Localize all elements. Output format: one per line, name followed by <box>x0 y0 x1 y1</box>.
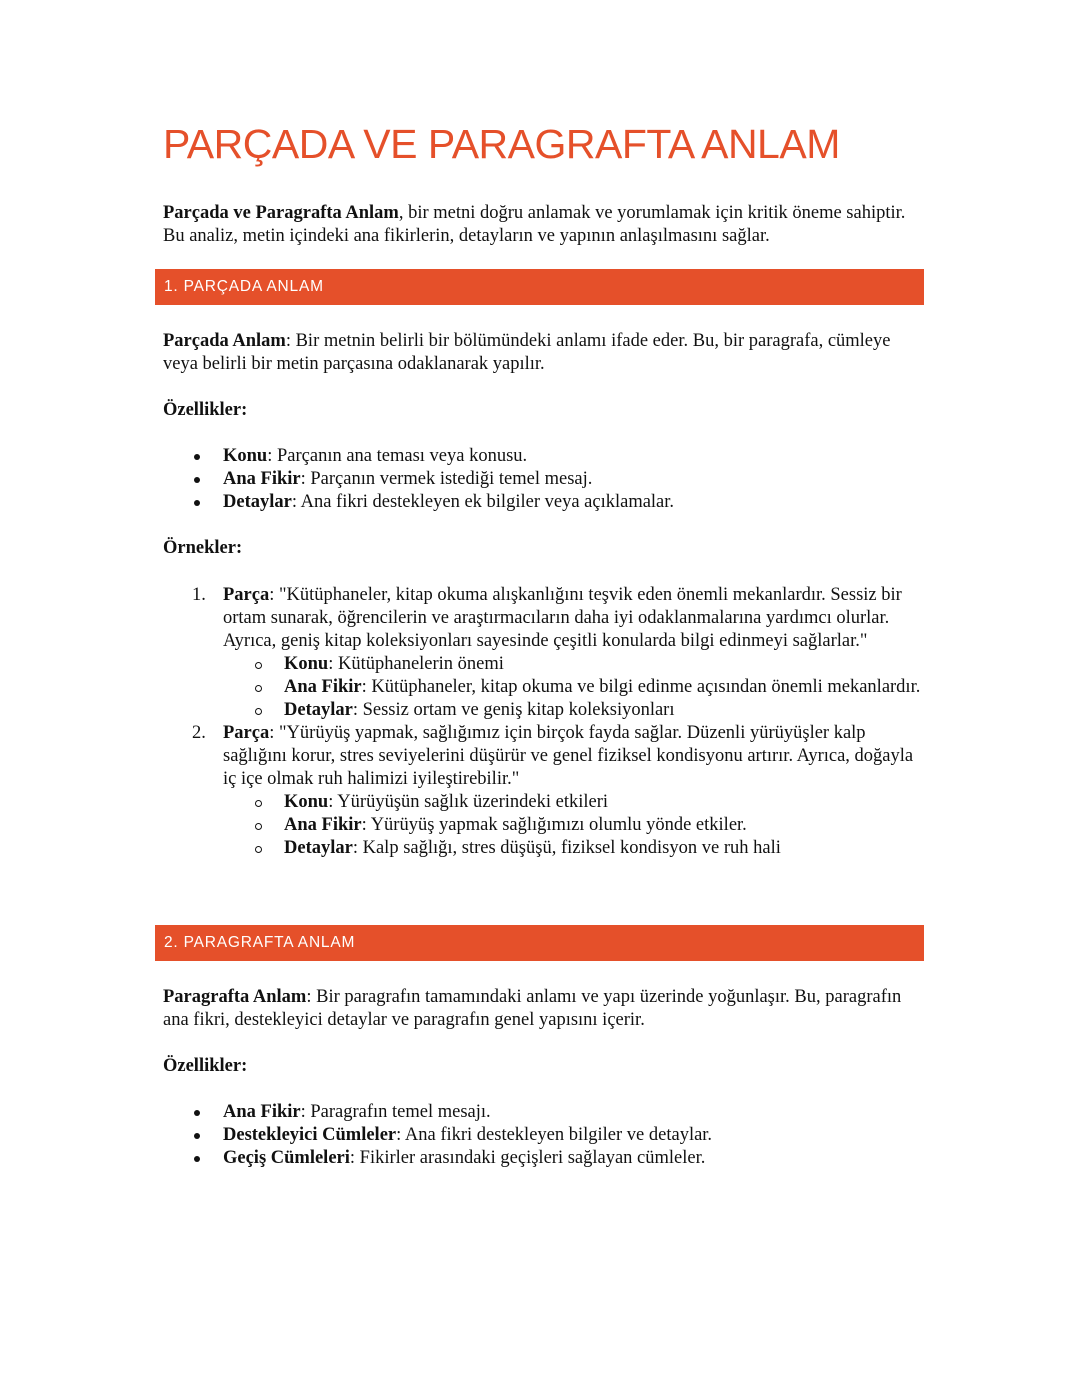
list-item <box>163 491 923 514</box>
intro-bold: Parçada ve Paragrafta Anlam <box>163 203 399 223</box>
section-2-definition-bold: Paragrafta Anlam <box>163 987 307 1007</box>
circle-bullet-icon <box>255 800 262 807</box>
list-item <box>223 653 923 676</box>
example-item <box>163 584 923 722</box>
section-2-definition <box>163 986 923 1032</box>
example-text: : "Yürüyüş yapmak, sağlığımız için birçok fayda sağlar. Düzenli yürüyüşler kalp sağlığını korur, stres seviyelerini düşürür ve genel fiziksel kondisyonu artırır. Ayrıca, doğayla iç içe olmak ruh halimizi iyileştirebilir." <box>223 723 914 789</box>
bullet-icon <box>194 1156 200 1162</box>
section-2-header: 2. PARAGRAFTA ANLAM <box>155 925 924 961</box>
list-item <box>223 837 923 860</box>
bullet-icon <box>194 1110 200 1116</box>
example-sub-list <box>223 653 923 722</box>
list-item <box>163 1124 923 1147</box>
sub-text: : Kütüphaneler, kitap okuma ve bilgi edinme açısından önemli mekanlardır. <box>361 677 921 697</box>
example-number: 1. <box>192 585 206 605</box>
circle-bullet-icon <box>255 846 262 853</box>
circle-bullet-icon <box>255 708 262 715</box>
feature-text: : Ana fikri destekleyen bilgiler ve detaylar. <box>396 1125 713 1145</box>
sub-bold: Ana Fikir <box>284 677 362 697</box>
example-item <box>163 722 923 860</box>
section-1-definition-text: : Bir metnin belirli bir bölümündeki anlamı ifade eder. Bu, bir paragrafa, cümleye veya belirli bir metin parçasına odaklanarak yapılır. <box>163 331 891 374</box>
section-1-definition-bold: Parçada Anlam <box>163 331 286 351</box>
feature-text: : Parçanın ana teması veya konusu. <box>267 446 528 466</box>
list-item <box>223 814 923 837</box>
sub-text: : Sessiz ortam ve geniş kitap koleksiyonları <box>352 700 675 720</box>
list-item <box>223 791 923 814</box>
section-2-definition-text: : Bir paragrafın tamamındaki anlamı ve yapı üzerinde yoğunlaşır. Bu, paragrafın ana fikri, destekleyici detaylar ve paragrafın genel yapısını içerir. <box>163 987 902 1030</box>
section-1-header: 1. PARÇADA ANLAM <box>155 269 924 305</box>
list-item <box>163 468 923 491</box>
example-bold: Parça <box>223 585 270 605</box>
intro-paragraph <box>163 202 923 248</box>
sub-bold: Detaylar <box>284 838 353 858</box>
section-2-features-list <box>163 1101 923 1170</box>
bullet-icon <box>194 454 200 460</box>
list-item <box>223 676 923 699</box>
example-text: : "Kütüphaneler, kitap okuma alışkanlığını teşvik eden önemli mekanlardır. Sessiz bir ortam sunarak, öğrencilerin ve araştırmacıların daha iyi odaklanmalarına yardımcı olurlar. Ayrıca, geniş kitap koleksiyonları sayesinde çeşitli konularda bilgi edinmeyi sağlarlar." <box>223 585 902 651</box>
bullet-icon <box>194 1133 200 1139</box>
feature-bold: Detaylar <box>223 492 292 512</box>
list-item <box>163 445 923 468</box>
bullet-icon <box>194 500 200 506</box>
sub-text: : Kütüphanelerin önemi <box>328 654 504 674</box>
intro-text: , bir metni doğru anlamak ve yorumlamak için kritik öneme sahiptir. Bu analiz, metin içindeki ana fikirlerin, detayların ve yapının anlaşılmasını sağlar. <box>163 203 906 246</box>
sub-text: : Yürüyüş yapmak sağlığımızı olumlu yönde etkiler. <box>361 815 747 835</box>
section-1-definition <box>163 330 923 376</box>
example-bold: Parça <box>223 723 270 743</box>
section-1-examples-list <box>163 584 923 860</box>
sub-text: : Kalp sağlığı, stres düşüşü, fiziksel kondisyon ve ruh hali <box>352 838 781 858</box>
circle-bullet-icon <box>255 685 262 692</box>
section-1-features-heading: Özellikler: <box>163 400 248 420</box>
feature-bold: Ana Fikir <box>223 1102 301 1122</box>
sub-bold: Konu <box>284 792 329 812</box>
sub-bold: Konu <box>284 654 329 674</box>
sub-bold: Detaylar <box>284 700 353 720</box>
circle-bullet-icon <box>255 662 262 669</box>
list-item <box>163 1147 923 1170</box>
list-item <box>223 699 923 722</box>
feature-bold: Destekleyici Cümleler <box>223 1125 397 1145</box>
circle-bullet-icon <box>255 823 262 830</box>
section-1-features-list <box>163 445 923 514</box>
feature-bold: Konu <box>223 446 268 466</box>
feature-text: : Ana fikri destekleyen ek bilgiler veya açıklamalar. <box>291 492 675 512</box>
feature-text: : Paragrafın temel mesajı. <box>300 1102 491 1122</box>
feature-bold: Ana Fikir <box>223 469 301 489</box>
feature-text: : Parçanın vermek istediği temel mesaj. <box>300 469 593 489</box>
example-sub-list <box>223 791 923 860</box>
list-item <box>163 1101 923 1124</box>
page-title: PARÇADA VE PARAGRAFTA ANLAM <box>163 121 840 167</box>
section-2-features-heading: Özellikler: <box>163 1056 248 1076</box>
sub-bold: Ana Fikir <box>284 815 362 835</box>
feature-text: : Fikirler arasındaki geçişleri sağlayan cümleler. <box>349 1148 706 1168</box>
sub-text: : Yürüyüşün sağlık üzerindeki etkileri <box>328 792 609 812</box>
bullet-icon <box>194 477 200 483</box>
feature-bold: Geçiş Cümleleri <box>223 1148 350 1168</box>
example-number: 2. <box>192 723 206 743</box>
section-1-examples-heading: Örnekler: <box>163 538 243 558</box>
